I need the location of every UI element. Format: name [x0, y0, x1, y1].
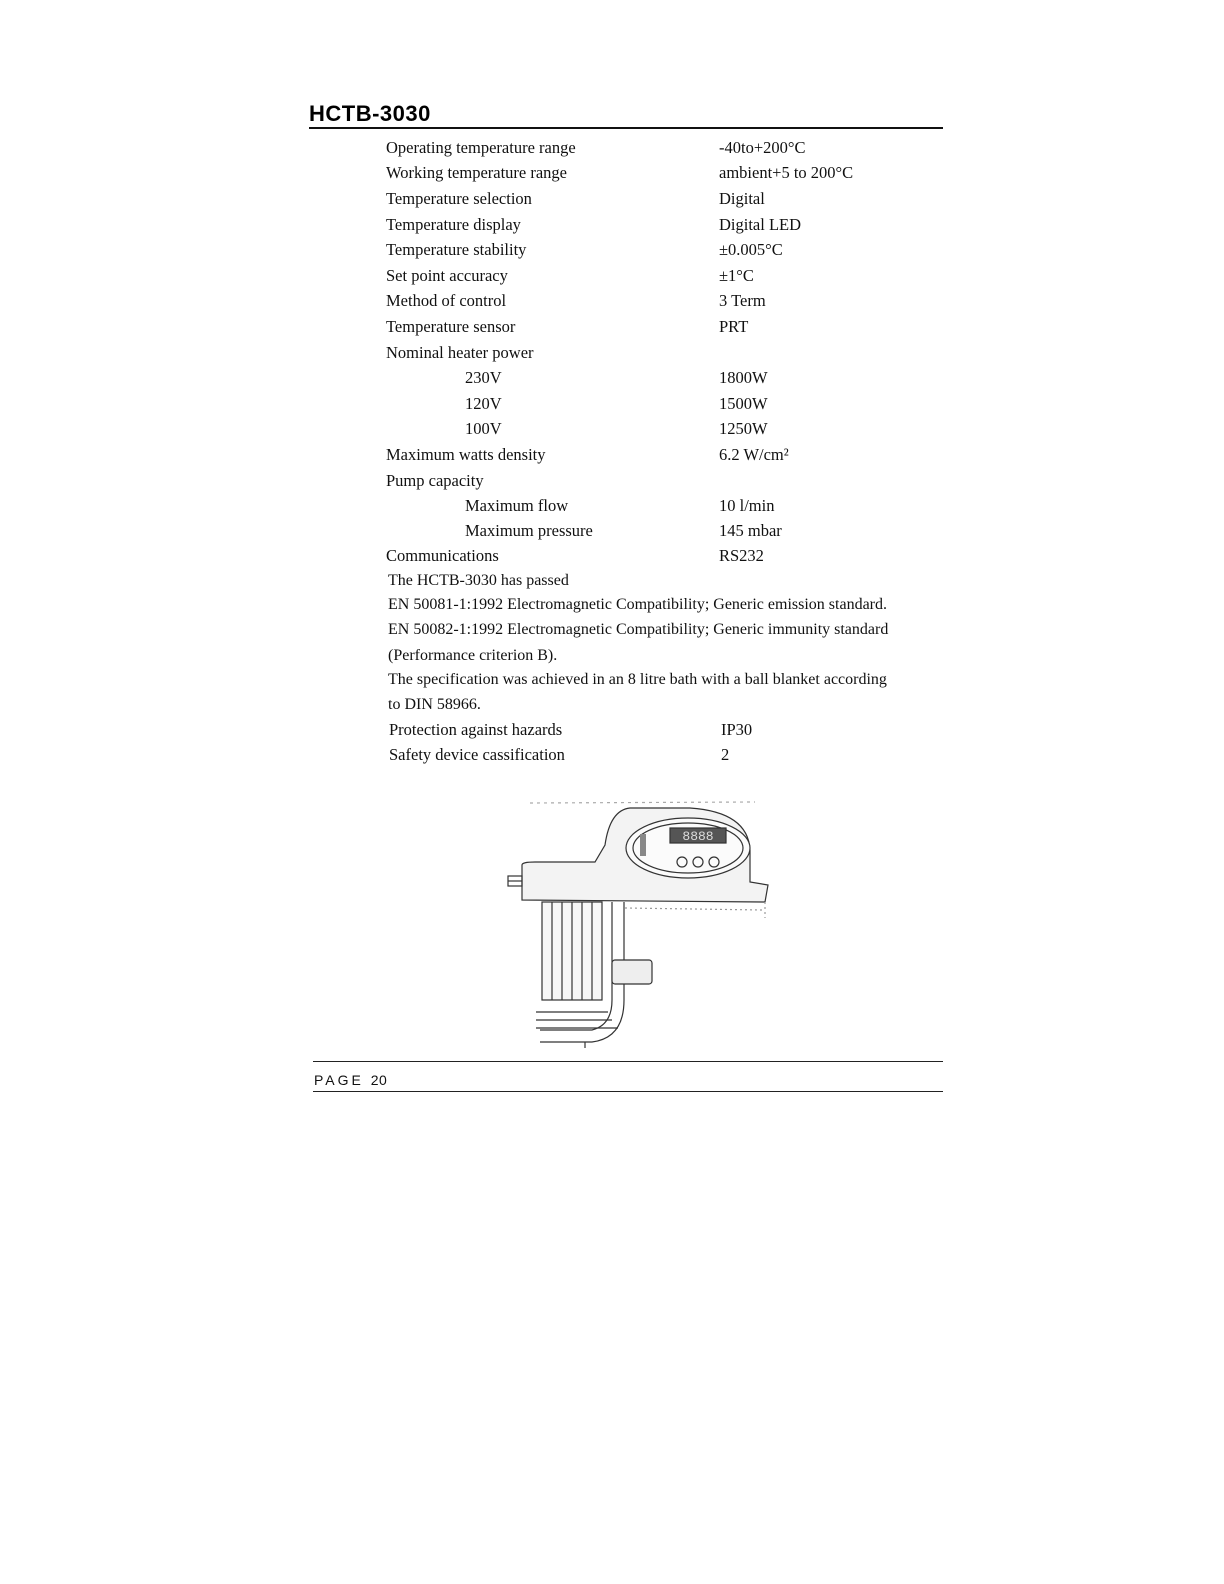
spec-label: Communications	[386, 546, 499, 565]
spec-label: Temperature selection	[386, 189, 532, 208]
spec-value: 1500W	[719, 394, 768, 413]
spec-value: -40to+200°C	[719, 138, 806, 157]
spec-value: 145 mbar	[719, 521, 782, 540]
spec-value: Digital	[719, 189, 765, 208]
page-title: HCTB-3030	[309, 101, 431, 126]
spec-value: ambient+5 to 200°C	[719, 163, 854, 182]
safety-value: 2	[721, 745, 730, 764]
spec-label: Set point accuracy	[386, 266, 508, 285]
compliance-line: The specification was achieved in an 8 litre bath with a ball blanket according	[388, 671, 887, 688]
compliance-intro: The HCTB-3030 has passed	[388, 572, 569, 589]
footer-rule	[313, 1061, 943, 1062]
page-label: PAGE	[314, 1072, 364, 1088]
circulator-illustration	[500, 790, 780, 1050]
spec-value: 3 Term	[719, 291, 766, 310]
page-number: 20	[370, 1072, 388, 1088]
compliance-line: to DIN 58966.	[388, 696, 481, 713]
display-readout: 8888	[682, 829, 714, 844]
spec-value: 1250W	[719, 419, 768, 438]
spec-label: Method of control	[386, 291, 507, 310]
spec-label: Temperature display	[386, 215, 521, 234]
compliance-line: EN 50081-1:1992 Electromagnetic Compatibility; Generic emission standard.	[388, 596, 887, 613]
spec-value: ±0.005°C	[719, 240, 783, 259]
safety-label: Safety device cassification	[389, 745, 565, 764]
safety-label: Protection against hazards	[389, 720, 563, 739]
spec-label: Temperature sensor	[386, 317, 516, 336]
title-rule	[309, 127, 943, 129]
spec-label: Pump capacity	[386, 471, 484, 490]
spec-label: 120V	[465, 394, 502, 413]
spec-value: ±1°C	[719, 266, 754, 285]
page-footer	[314, 1072, 387, 1088]
spec-value: 10 l/min	[719, 496, 775, 515]
spec-value: 1800W	[719, 368, 768, 387]
compliance-line: (Performance criterion B).	[388, 647, 558, 664]
footer-rule	[313, 1091, 943, 1092]
spec-value: Digital LED	[719, 215, 802, 234]
spec-label: Maximum pressure	[465, 521, 593, 540]
spec-label: 230V	[465, 368, 502, 387]
spec-value: 6.2 W/cm²	[719, 445, 789, 464]
spec-value: RS232	[719, 546, 764, 565]
spec-label: 100V	[465, 419, 502, 438]
spec-label: Maximum flow	[465, 496, 569, 515]
spec-label: Nominal heater power	[386, 343, 534, 362]
spec-label: Working temperature range	[386, 163, 568, 182]
spec-label: Maximum watts density	[386, 445, 546, 464]
compliance-line: EN 50082-1:1992 Electromagnetic Compatibility; Generic immunity standard	[388, 621, 889, 638]
spec-label: Temperature stability	[386, 240, 527, 259]
spec-value: PRT	[719, 317, 749, 336]
safety-value: IP30	[721, 720, 753, 739]
spec-label: Operating temperature range	[386, 138, 576, 157]
